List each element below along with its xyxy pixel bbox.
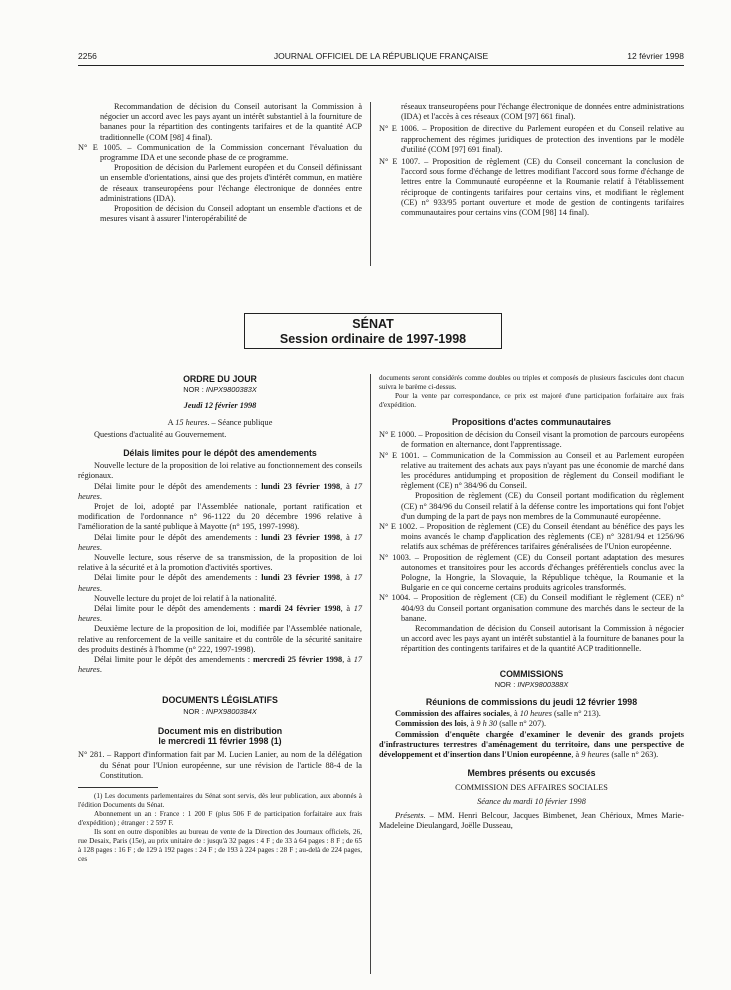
delais-heading: Délais limites pour le dépôt des amendements <box>123 448 317 459</box>
session-date: Jeudi 12 février 1998 <box>183 401 257 411</box>
questions-text: Questions d'actualité au Gouvernement. <box>94 429 227 439</box>
proposition-text: Proposition de règlement (CE) du Conseil portant modification du règlement (CE) n° 384/96 du Conseil relatif à la défense contre les importations qui font l'objet d'un dumping de la part de pays non membres de la Communauté européenne. <box>401 491 684 521</box>
deadline-text: Délai limite pour le dépôt des amendements : lundi 23 février 1998, à 17 heures. <box>78 573 363 593</box>
seance-date: Séance du mardi 10 février 1998 <box>477 796 586 806</box>
footnote-continued: documents seront considérés comme doubles ou triples et composés de plusieurs fascicules dont chacun suivra le barème ci-dessus. <box>379 374 684 391</box>
deadline-text: Délai limite pour le dépôt des amendements : mardi 24 février 1998, à 17 heures. <box>78 604 363 624</box>
documents-heading: DOCUMENTS LÉGISLATIFS <box>162 695 278 706</box>
membres-heading: Membres présents ou excusés <box>467 768 596 779</box>
top-left-column <box>78 102 362 224</box>
top-right-column <box>379 102 684 218</box>
agenda-item: Nouvelle lecture de la proposition de loi relative au fonctionnement des conseils régionaux. <box>78 461 362 481</box>
distribution-heading: Document mis en distribution <box>157 725 283 736</box>
agenda-item: Deuxième lecture de la proposition de loi, modifiée par l'Assemblée nationale, relative au renforcement de la veille sanitaire et du contrôle de la sécurité sanitaire des produits destinés à l'homme (n° 222, 1997-1998). <box>78 624 362 654</box>
senat-title-box <box>244 313 502 349</box>
nor-reference: NOR : INPX9800384X <box>183 706 257 716</box>
item-e1007 <box>379 157 684 218</box>
senat-title: SÉNAT <box>352 317 394 331</box>
item-1004: N° 1004. – Proposition de règlement (CE) du Conseil modifiant le règlement (CEE) n° 404/93 du Conseil portant organisation commune des marchés dans le secteur de la banane. <box>379 593 684 623</box>
nor-reference: NOR : INPX9800388X <box>494 679 569 689</box>
session-title: Session ordinaire de 1997-1998 <box>279 332 467 346</box>
page-number: 2256 <box>78 51 97 61</box>
item-e1000: N° E 1000. – Proposition de décision du Conseil visant la promotion de parcours européens de formation en alternance, dont l'apprentissage. <box>379 430 684 450</box>
distribution-date: le mercredi 11 février 1998 (1) <box>158 736 282 747</box>
deadline-text: Délai limite pour le dépôt des amendements : mercredi 25 février 1998, à 17 heures. <box>78 655 363 675</box>
agenda-item: Nouvelle lecture, sous réserve de sa transmission, de la proposition de loi relative à la sécurité et à la promotion d'activités sportives. <box>78 553 362 573</box>
item-n281: N° 281. – Rapport d'information fait par M. Lucien Lanier, au nom de la délégation du Sénat pour l'Union européenne, sur une révision de l'article 88-4 de la Constitution. <box>78 750 362 780</box>
nor-reference: NOR : INPX9800383X <box>183 385 257 395</box>
recommandation-text: Recommandation de décision du Conseil autorisant la Commission à négocier un accord avec les pays ayant un intérêt substantiel à la fourniture de bananes pour la répartition des contingents tarifaires et de la quantité ACP traditionnelle (COM [98] 4 final). <box>100 102 362 142</box>
continued-text: réseaux transeuropéens pour l'échange électronique de données entre administrations (IDA) et l'accès à ces réseaux (COM [97] 661 final). <box>401 102 684 122</box>
footnote: (1) Les documents parlementaires du Sénat sont servis, dès leur publication, aux abonnés à l'édition Documents du Sénat. <box>78 791 362 809</box>
deadline-text: Délai limite pour le dépôt des amendements : lundi 23 février 1998, à 17 heures. <box>78 481 363 501</box>
journal-title: JOURNAL OFFICIEL DE LA RÉPUBLIQUE FRANÇAISE <box>273 51 489 61</box>
item-e1001: N° E 1001. – Communication de la Commission au Conseil et au Parlement européen relative au traitement des achats aux pays n'ayant pas une économie de marché dans les procédures antidumping et proposition de règlement du Conseil modifiant le règlement (CE) n° 384/96 du Conseil. <box>379 450 684 491</box>
item-text: – Proposition de règlement (CE) du Conseil concernant la conclusion de l'accord sous forme d'échange de lettres modifiant l'accord sous forme d'échange de lettres entre la Communauté européenne et la Roumanie relatif à l'établissement réciproque de contingents tarifaires pour certains vins, et modifiant le règlement (CE) n° 933/95 portant ouverture et mode de gestion de contingents tarifaires communautaires pour certains vins (COM [98] 14 final). <box>401 157 684 218</box>
item-number: N° E 1007. <box>379 157 421 167</box>
proposition-text: Proposition de décision du Parlement européen et du Conseil définissant un ensemble d'orientations, ainsi que des projets d'intérêt commun, en matière de réseaux transeuropéens pour l'échange électronique de données entre administrations (IDA). <box>100 163 362 203</box>
reunions-heading: Réunions de commissions du jeudi 12 février 1998 <box>425 697 638 708</box>
commission-name: COMMISSION DES AFFAIRES SOCIALES <box>455 782 608 792</box>
agenda-item: Nouvelle lecture du projet de loi relatif à la nationalité. <box>94 593 277 603</box>
presents-list: Présents. – MM. Henri Belcour, Jacques Bimbenet, Jean Chérioux, Mmes Marie-Madeleine Dieulangard, Joëlle Dusseau, <box>379 810 684 831</box>
item-e1006 <box>379 124 684 155</box>
agenda-item: Projet de loi, adopté par l'Assemblée nationale, portant ratification et modification de l'ordonnance n° 96-1122 du 20 décembre 1996 relative à l'amélioration de la santé publique à Mayotte (n° 195, 1997-1998). <box>78 502 362 532</box>
meeting-entry: Commission des affaires sociales, à 10 heures (salle n° 213). <box>395 709 601 719</box>
meeting-entry: Commission des lois, à 9 h 30 (salle n° 207). <box>395 719 547 729</box>
actes-heading: Propositions d'actes communautaires <box>451 417 611 427</box>
column-divider <box>370 102 371 266</box>
deadline-text: Délai limite pour le dépôt des amendements : lundi 23 février 1998, à 17 heures. <box>78 532 363 552</box>
item-number: N° E 1005. <box>78 142 122 152</box>
commissions-heading: COMMISSIONS <box>499 668 564 679</box>
proposition-text: Proposition de décision du Conseil adoptant un ensemble d'actions et de mesures visant à assurer l'interopérabilité de <box>100 204 362 224</box>
session-time: A 15 heures. – Séance publique <box>167 417 273 427</box>
column-divider <box>370 374 371 974</box>
meeting-entry: Commission d'enquête chargée d'examiner le devenir des grands projets d'infrastructures terrestres d'aménagement du territoire, dans une perspective de développement et d'insertion dans l'Union européenne, à 9 heures (salle n° 263). <box>379 729 684 760</box>
item-text: – Proposition de directive du Parlement européen et du Conseil relative au rapprochement des régimes juridiques de protection des inventions par le modèle d'utilité (COM [97] 691 final). <box>401 124 684 154</box>
page-header <box>78 51 684 65</box>
footnote: Abonnement un an : France : 1 200 F (plus 506 F de participation forfaitaire aux frais d'expédition) ; étranger : 2 597 F. <box>78 809 362 827</box>
item-text: – Communication de la Commission concernant l'évaluation du programme IDA et une seconde phase de ce programme. <box>100 142 362 163</box>
item-e1002: N° E 1002. – Proposition de règlement (CE) du Conseil étendant au bénéfice des pays les moins avancés le champ d'application des règlements (CE) n° 3281/94 et 1256/96 relatifs aux schémas de préférences tarifaires généralisées de l'Union européenne. <box>379 522 684 552</box>
footnote-continued: Pour la vente par correspondance, ce prix est majoré d'une participation forfaitaire aux frais d'expédition. <box>379 392 684 409</box>
left-column <box>78 374 362 864</box>
item-1003: N° 1003. – Proposition de règlement (CE) du Conseil portant adaptation des mesures autonomes et transitoires pour les accords d'échanges préférentiels conclus avec la Pologne, la Hongrie, la Slovaquie, la République tchèque, la Roumanie et la Bulgarie en ce qui concerne certains produits agricoles transformés. <box>379 552 684 593</box>
footnote-rule <box>78 787 158 788</box>
item-e1005 <box>78 143 362 163</box>
recommandation-text: Recommandation de décision du Conseil autorisant la Commission à négocier un accord avec les pays ayant un intérêt substantiel à la fourniture de bananes pour la répartition des contingents tarifaires et de la quantité ACP traditionnelle. <box>401 624 684 654</box>
ordre-du-jour-heading: ORDRE DU JOUR <box>183 374 257 384</box>
header-date: 12 février 1998 <box>627 51 684 61</box>
footnote: Ils sont en outre disponibles au bureau de vente de la Direction des Journaux officiels, 26, rue Desaix, Paris (15e), au prix unitaire de : jusqu'à 32 pages : 4 F ; de 33 à 64 pages : 8 F ; de 65 à 128 pages : 16 F ; de 129 à 192 pages : 24 F ; de 193 à 224 pages : 28 F ; au-delà de 224 pages, ces <box>78 827 362 863</box>
header-rule <box>78 65 684 66</box>
item-number: N° E 1006. <box>379 124 419 134</box>
right-column <box>379 374 684 831</box>
